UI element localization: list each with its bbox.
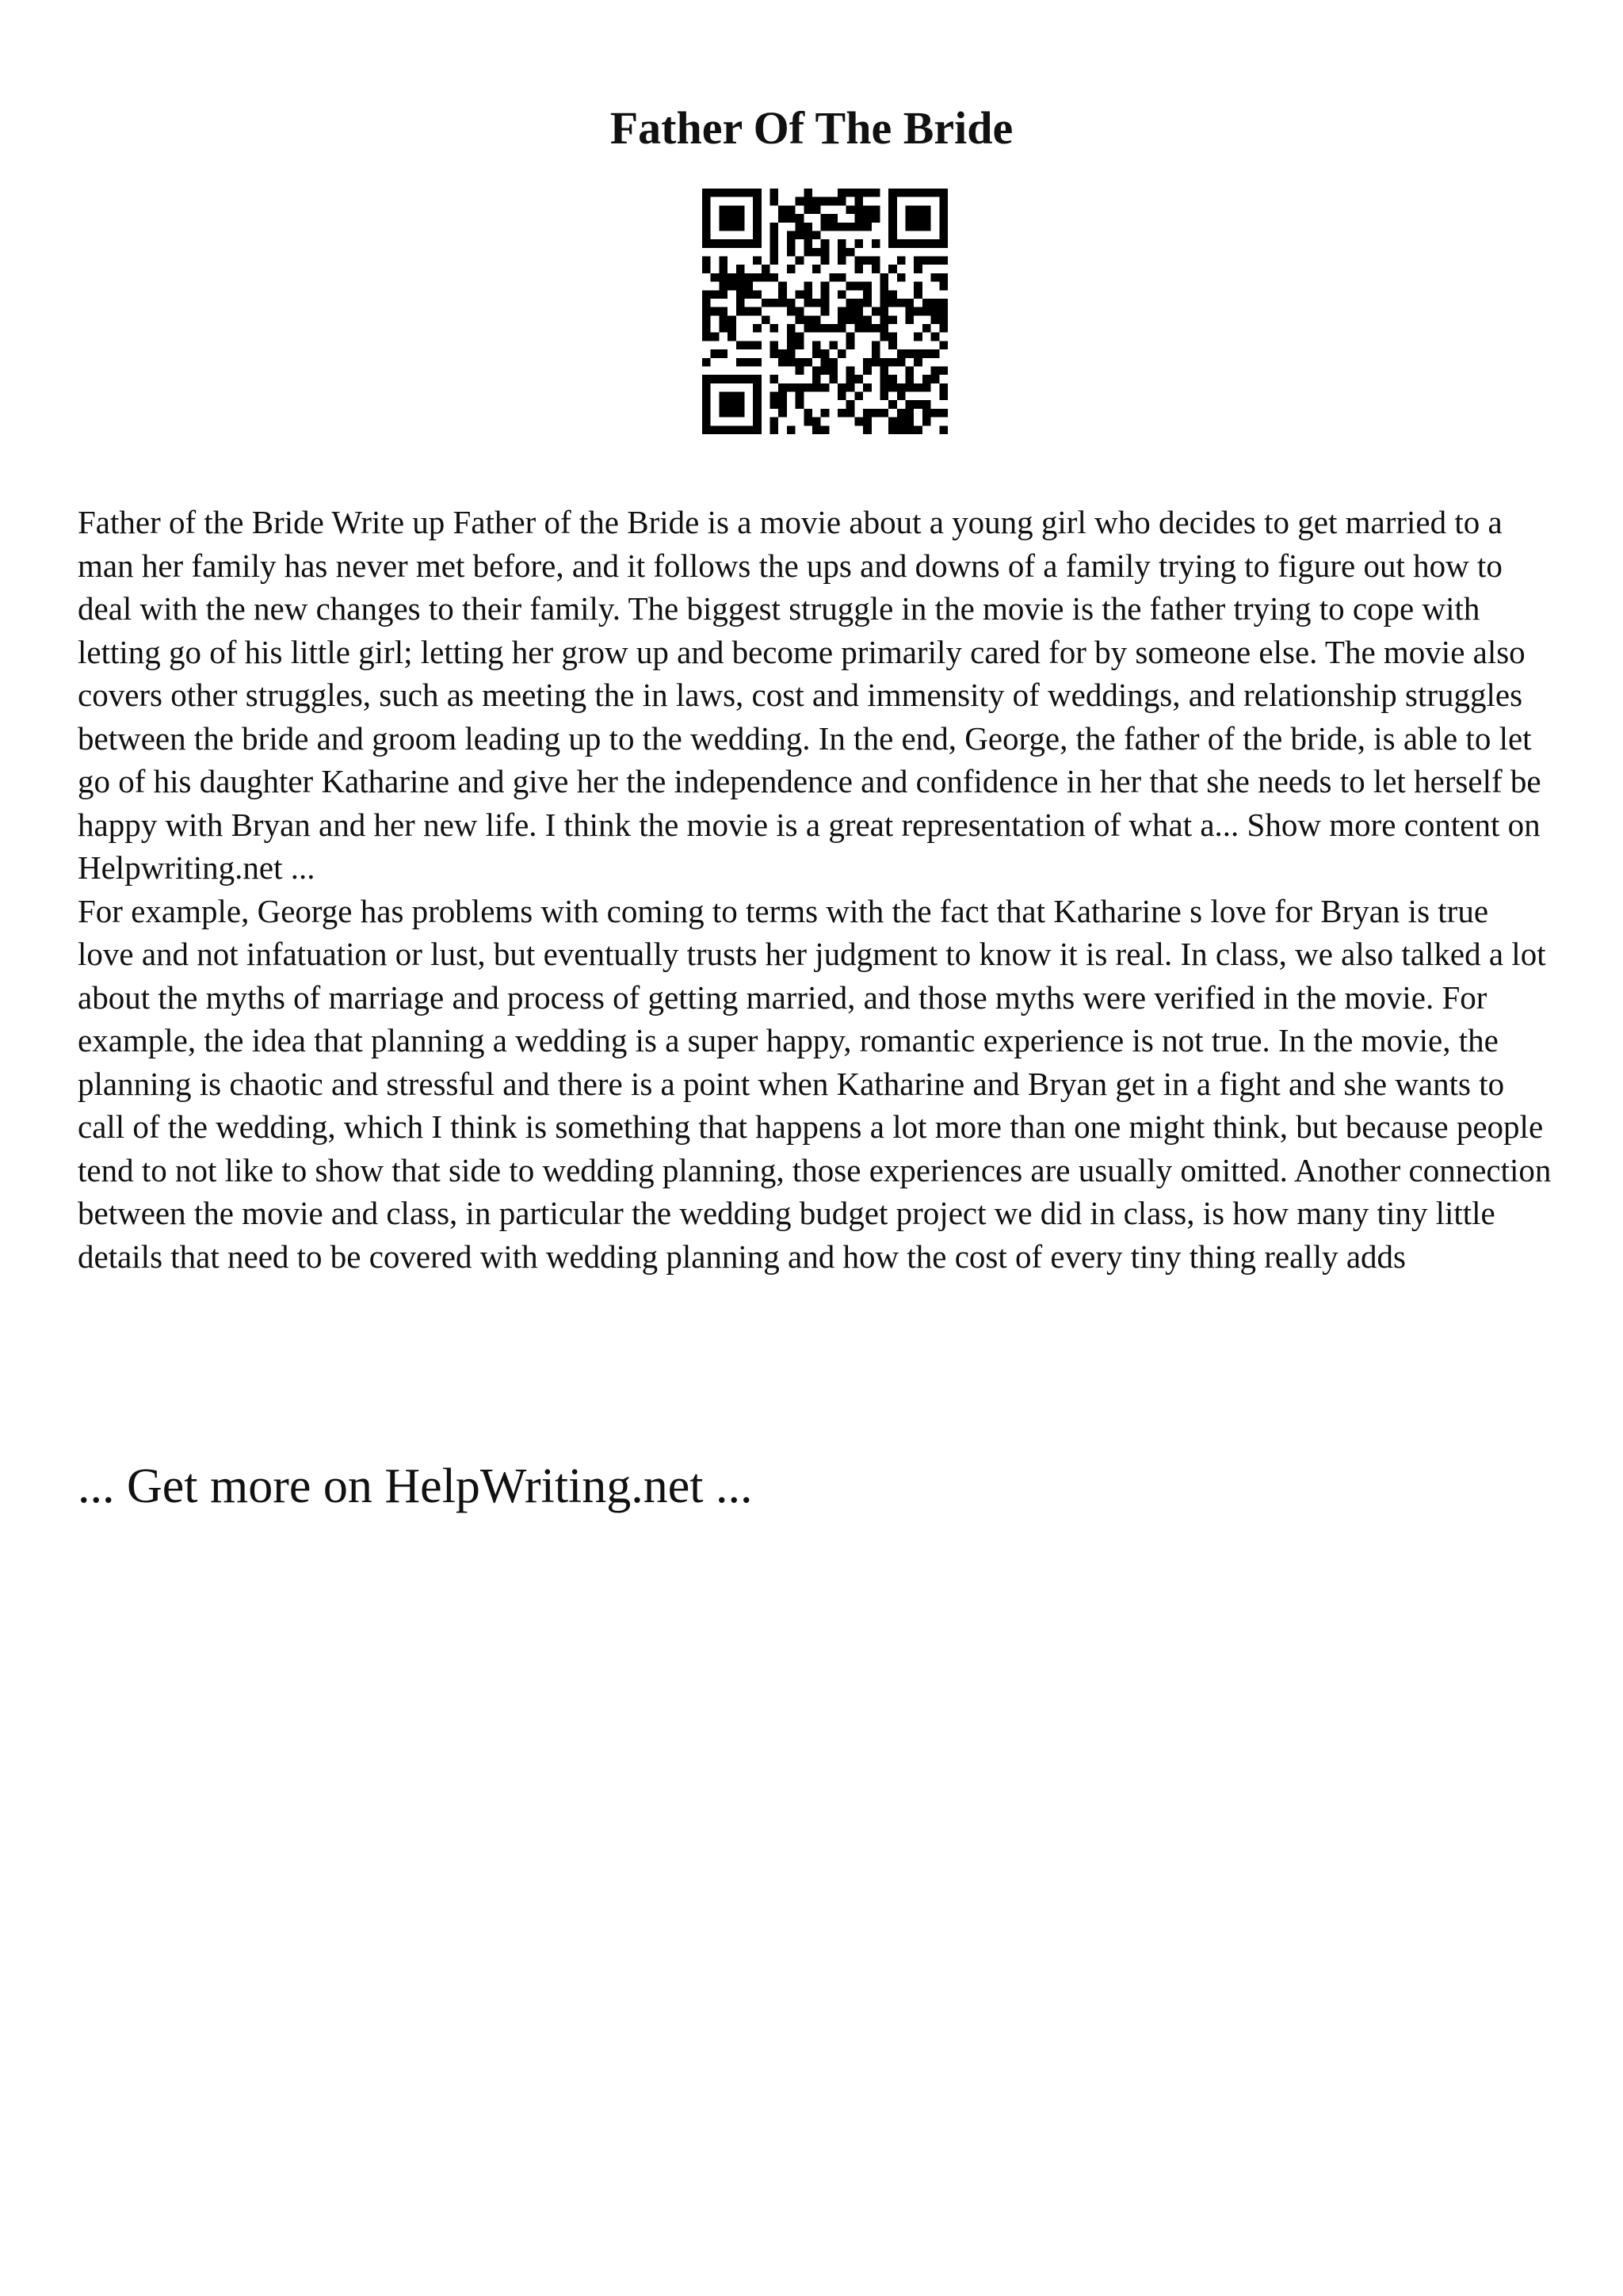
article-paragraph-2: For example, George has problems with coming to terms with the fact that Katharine s love for Bryan is true love and not infatuation or lust, but eventually trusts her judgment to know it is real. In class, we also talked a lot about the myths of marriage and process of getting married, and those myths were verified in the movie. For example, the idea that planning a wedding is a super happy, romantic experience is not true. In the movie, the planning is chaotic and stressful and there is a point when Katharine and Bryan get in a fight and she wants to call of the wedding, which I think is something that happens a lot more than one might think, but because people tend to not like to show that side to wedding planning, those experiences are usually omitted. Another connection between the movie and class, in particular the wedding budget project we did in class, is how many tiny little details that need to be covered with wedding planning and how the cost of every tiny thing really adds (78, 892, 1552, 1275)
get-more-link[interactable]: ... Get more on HelpWriting.net ... (78, 1459, 753, 1513)
page-title: Father Of The Bride (609, 102, 1014, 154)
qr-code-icon[interactable] (702, 189, 948, 434)
article-paragraph-1: Father of the Bride Write up Father of the Bride is a movie about a young girl who decides to get married to a man her family has never met before, and it follows the ups and downs of a family trying to figure out how to deal with the new changes to their family. The biggest struggle in the movie is the father trying to cope with letting go of his little girl; letting her grow up and become primarily cared for by someone else. The movie also covers other struggles, such as meeting the in laws, cost and immensity of weddings, and relationship struggles between the bride and groom leading up to the wedding. In the end, George, the father of the bride, is able to let go of his daughter Katharine and give her the independence and confidence in her that she needs to let herself be happy with Bryan and her new life. I think the movie is a great representation of what a... Show more content on Helpwriting.net ... (78, 504, 1541, 886)
article-body (78, 501, 1552, 1278)
